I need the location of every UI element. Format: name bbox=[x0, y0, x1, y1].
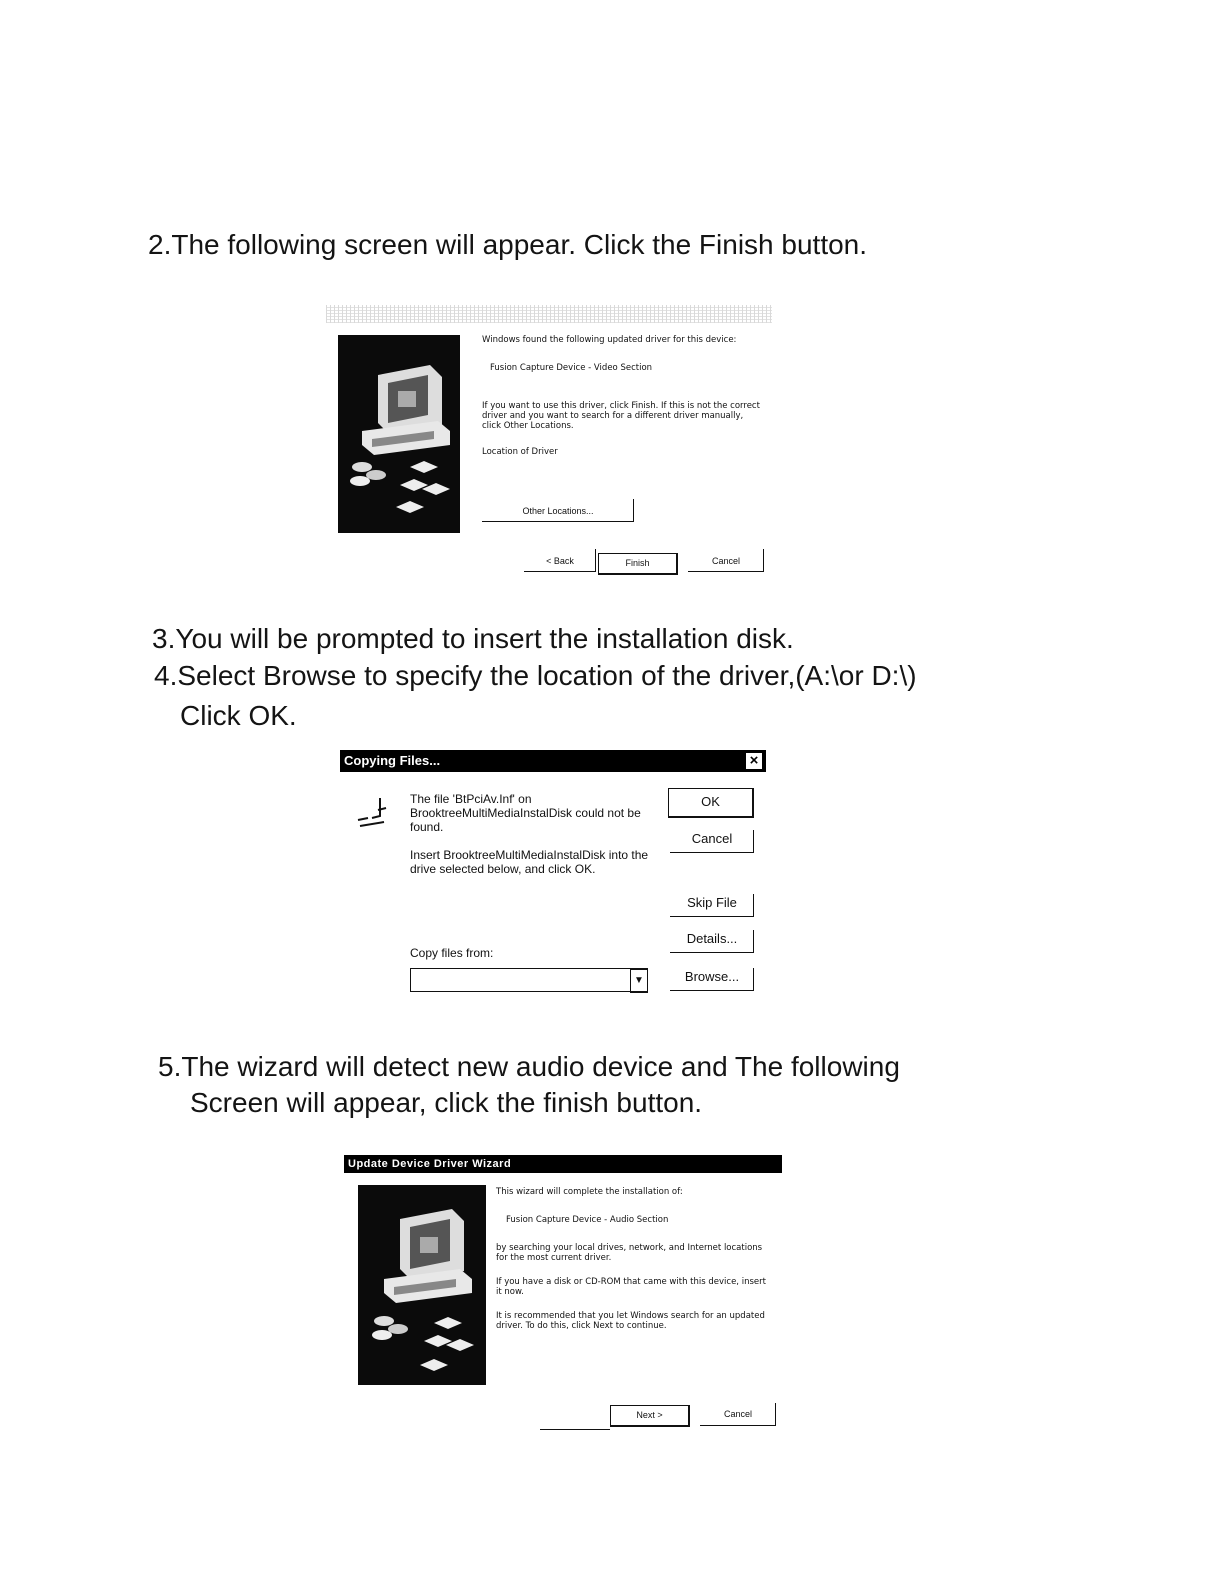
location-label: Location of Driver bbox=[482, 447, 558, 457]
computer-icon bbox=[358, 1185, 486, 1385]
cancel-button[interactable]: Cancel bbox=[688, 551, 764, 572]
title-strip bbox=[326, 305, 772, 323]
step-5-text: 5.The wizard will detect new audio device and The following bbox=[158, 1051, 900, 1082]
step-4-click-ok: Click OK. bbox=[180, 700, 297, 731]
disk-hint: If you have a disk or CD-ROM that came with this device, insert it now. bbox=[496, 1277, 766, 1297]
wizard-illustration bbox=[338, 335, 460, 533]
update-driver-wizard bbox=[344, 1155, 782, 1433]
copy-from-label: Copy files from: bbox=[410, 946, 494, 960]
wizard-title: Update Device Driver Wizard bbox=[348, 1158, 512, 1170]
wizard-titlebar bbox=[344, 1155, 782, 1173]
wizard-intro: This wizard will complete the installation of: bbox=[496, 1187, 683, 1197]
step-2-text: 2.The following screen will appear. Click the Finish button. bbox=[148, 229, 868, 260]
computer-icon bbox=[338, 335, 460, 533]
instructions-text: If you want to use this driver, click Finish. If this is not the correct driver and you want to search for a different driver manually, click Other Locations. bbox=[482, 401, 760, 431]
search-description: by searching your local drives, network, and Internet locations for the most current driver. bbox=[496, 1243, 763, 1263]
found-text: Windows found the following updated driver for this device: bbox=[482, 335, 737, 345]
dialog-titlebar bbox=[340, 750, 766, 772]
finish-button[interactable]: Finish bbox=[598, 553, 678, 575]
disk-warning-icon bbox=[354, 792, 390, 832]
device-name: Fusion Capture Device - Video Section bbox=[490, 363, 653, 373]
message-not-found: The file 'BtPciAv.Inf' on BrooktreeMultiMediaInstalDisk could not be found. bbox=[410, 792, 641, 834]
dialog-title: Copying Files... bbox=[344, 753, 441, 768]
device-name: Fusion Capture Device - Audio Section bbox=[506, 1215, 669, 1225]
divider bbox=[540, 1429, 610, 1430]
browse-button[interactable]: Browse... bbox=[670, 964, 754, 991]
step-4-text: 4.Select Browse to specify the location of the driver,(A:\or D:\) bbox=[154, 660, 917, 691]
back-button[interactable]: < Back bbox=[524, 551, 596, 572]
next-button[interactable]: Next > bbox=[610, 1405, 690, 1427]
other-locations-button[interactable]: Other Locations... bbox=[482, 501, 634, 522]
close-icon[interactable]: × bbox=[745, 752, 763, 770]
skip-file-button[interactable]: Skip File bbox=[670, 890, 754, 917]
ok-button[interactable]: OK bbox=[668, 788, 754, 818]
driver-found-wizard bbox=[326, 305, 772, 583]
step-5-text-line2: Screen will appear, click the finish button. bbox=[190, 1087, 703, 1118]
copy-from-dropdown[interactable] bbox=[410, 968, 648, 992]
recommendation-text: It is recommended that you let Windows search for an updated driver. To do this, click Next to continue. bbox=[496, 1311, 765, 1331]
chevron-down-icon[interactable]: ▼ bbox=[630, 969, 648, 993]
message-insert-disk: Insert BrooktreeMultiMediaInstalDisk into the drive selected below, and click OK. bbox=[410, 848, 649, 876]
cancel-button[interactable]: Cancel bbox=[700, 1403, 776, 1426]
step-3-text: 3.You will be prompted to insert the installation disk. bbox=[152, 623, 794, 654]
wizard-illustration bbox=[358, 1185, 486, 1385]
details-button[interactable]: Details... bbox=[670, 926, 754, 953]
copying-files-dialog bbox=[340, 750, 766, 1000]
cancel-button[interactable]: Cancel bbox=[670, 826, 754, 853]
